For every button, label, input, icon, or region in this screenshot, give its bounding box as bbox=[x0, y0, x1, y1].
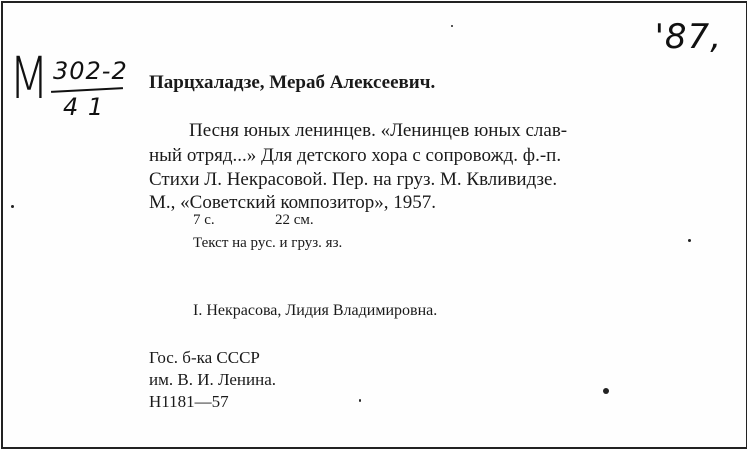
library-name-continued: им. В. И. Ленина. bbox=[149, 370, 277, 389]
ink-speck bbox=[11, 205, 14, 208]
call-number-top: 302-2 bbox=[53, 57, 128, 85]
author-heading: Парцхаладзе, Мераб Алексеевич. bbox=[149, 72, 436, 93]
description-line: Песня юных ленинцев. «Ленинцев юных слав- bbox=[189, 120, 568, 141]
library-name: Гос. б-ка СССР bbox=[149, 348, 260, 367]
language-note: Текст на рус. и груз. яз. bbox=[193, 235, 343, 251]
call-number-bottom: 4 1 bbox=[63, 93, 105, 121]
description-line: Стихи Л. Некрасовой. Пер. на груз. М. Квливидзе. bbox=[149, 169, 558, 190]
ink-speck bbox=[451, 25, 453, 27]
description-line: М., «Советский композитор», 1957. bbox=[149, 192, 436, 213]
pages-count: 7 с. bbox=[193, 212, 215, 228]
catalog-card bbox=[1, 1, 747, 449]
card-number: Н1181—57 bbox=[149, 392, 229, 411]
description-line: ный отряд...» Для детского хора с сопровожд. ф.-п. bbox=[149, 145, 562, 166]
book-size: 22 см. bbox=[275, 212, 314, 228]
ink-speck bbox=[603, 388, 609, 394]
ink-speck bbox=[359, 399, 361, 402]
call-number-letter: М bbox=[9, 44, 50, 112]
corner-handwritten-mark: '87, bbox=[654, 17, 722, 57]
added-entry: I. Некрасова, Лидия Владимировна. bbox=[193, 302, 438, 319]
ink-speck bbox=[688, 239, 691, 242]
